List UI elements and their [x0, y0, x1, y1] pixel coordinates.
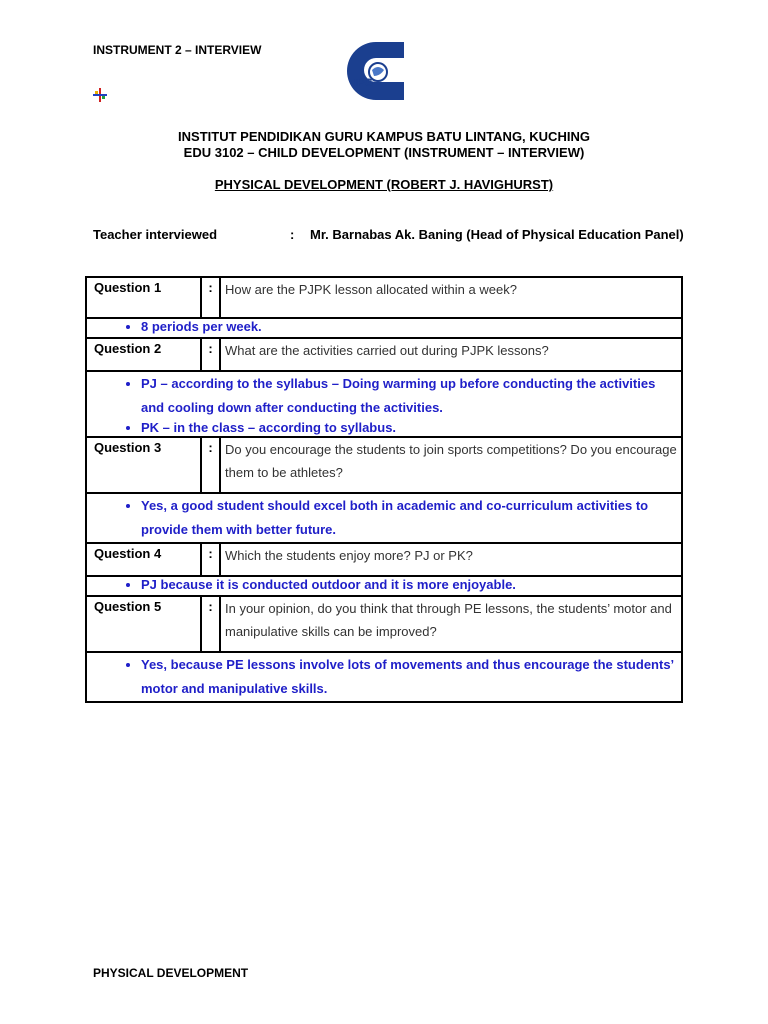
answer-cell [86, 371, 682, 437]
teacher-label: Teacher interviewed [93, 227, 218, 242]
question-colon: : [201, 338, 220, 371]
answer-cell [86, 318, 682, 338]
logo-text: IPG [354, 77, 373, 89]
answer-cell [86, 652, 682, 702]
answer-row [86, 493, 682, 543]
answer-row [86, 318, 682, 338]
answer-row [86, 371, 682, 437]
question-colon: : [201, 277, 220, 318]
question-row [86, 277, 682, 318]
institute-title: INSTITUT PENDIDIKAN GURU KAMPUS BATU LINTANG, KUCHING [178, 129, 590, 144]
cross-bullet-icon [93, 88, 107, 102]
question-colon: : [201, 543, 220, 576]
question-label: Question 2 [86, 338, 201, 371]
teacher-value: Mr. Barnabas Ak. Baning (Head of Physical Education Panel) [310, 227, 684, 242]
answer-cell [86, 576, 682, 596]
question-text: How are the PJPK lesson allocated within a week? [220, 277, 682, 318]
answer-row [86, 576, 682, 596]
answer-item: • PK – in the class – according to syllabus. [141, 420, 681, 436]
question-text: In your opinion, do you think that through PE lessons, the students’ motor and manipulative skills can be improved? [220, 596, 682, 652]
question-colon: : [201, 596, 220, 652]
question-row [86, 596, 682, 652]
instrument-header: INSTRUMENT 2 – INTERVIEW [93, 43, 262, 57]
question-text: Do you encourage the students to join sports competitions? Do you encourage them to be athletes? [220, 437, 682, 493]
question-row [86, 543, 682, 576]
question-label: Question 1 [86, 277, 201, 318]
answer-item: • 8 periods per week. [141, 319, 681, 335]
answer-row [86, 652, 682, 702]
question-colon: : [201, 437, 220, 493]
question-text: What are the activities carried out during PJPK lessons? [220, 338, 682, 371]
question-label: Question 3 [86, 437, 201, 493]
answer-item: • PJ because it is conducted outdoor and it is more enjoyable. [141, 577, 681, 593]
answer-item: • PJ – according to the syllabus – Doing warming up before conducting the activities and cooling down after conducting the activities. [141, 372, 681, 420]
ipg-logo [346, 36, 418, 106]
question-label: Question 4 [86, 543, 201, 576]
course-title: EDU 3102 – CHILD DEVELOPMENT (INSTRUMENT – INTERVIEW) [183, 145, 585, 160]
question-row [86, 437, 682, 493]
teacher-colon: : [290, 227, 295, 242]
answer-item: • Yes, a good student should excel both in academic and co-curriculum activities to provide them with better future. [141, 494, 681, 542]
answer-cell [86, 493, 682, 543]
answer-item: • Yes, because PE lessons involve lots of movements and thus encourage the students’ motor and manipulative skills. [141, 653, 681, 701]
footer-label: PHYSICAL DEVELOPMENT [93, 966, 249, 980]
question-text: Which the students enjoy more? PJ or PK? [220, 543, 682, 576]
topic-title: PHYSICAL DEVELOPMENT (ROBERT J. HAVIGHURST) [214, 177, 554, 192]
interview-table [85, 276, 683, 703]
question-row [86, 338, 682, 371]
question-label: Question 5 [86, 596, 201, 652]
